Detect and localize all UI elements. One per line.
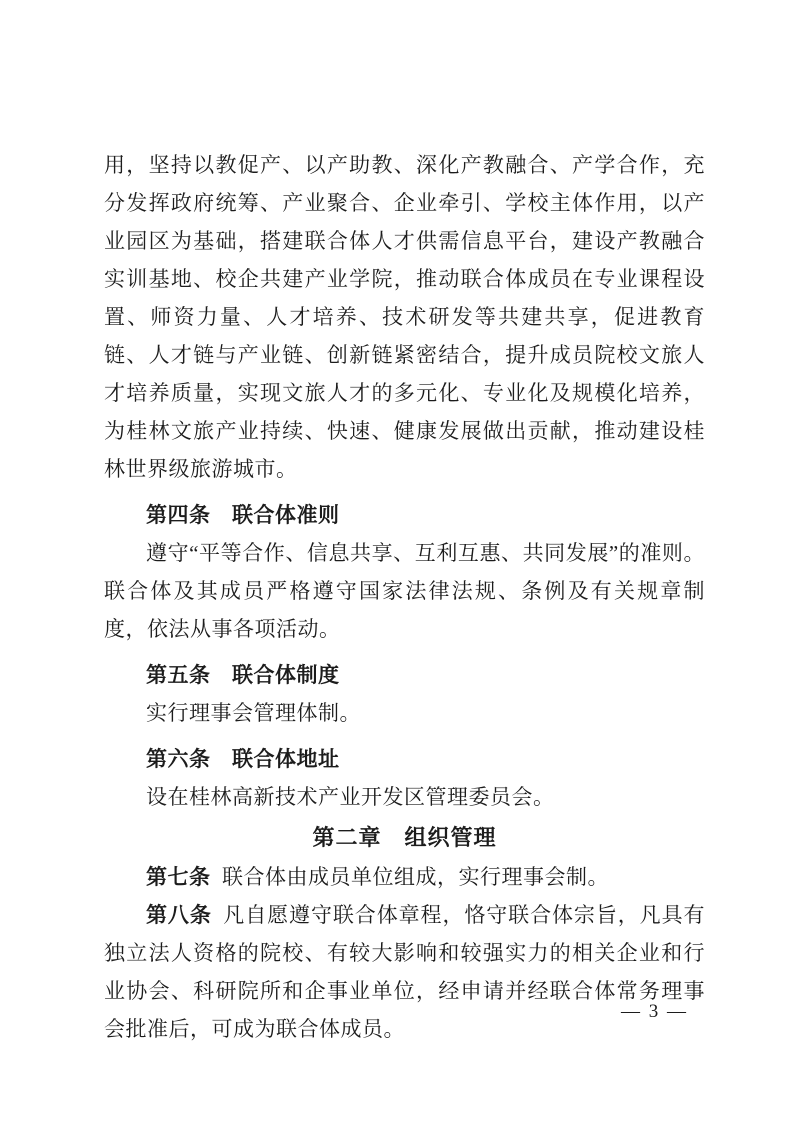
paragraph-article3-continuation: 用，坚持以教促产、以产助教、深化产教融合、产学合作，充分发挥政府统筹、产业聚合、企业牵引、学校主体作用，以产业园区为基础，搭建联合体人才供需信息平台，建设产教融合实训基地、校企共建产业学院，推动联合体成员在专业课程设置、师资力量、人才培养、技术研发等共建共享，促进教育链、人才链与产业链、创新链紧密结合，提升成员院校文旅人才培养质量，实现文旅人才的多元化、专业化及规模化培养，为桂林文旅产业持续、快速、健康发展做出贡献，推动建设桂林世界级旅游城市。 — [104, 153, 705, 481]
heading-article-4: 第四条 联合体准则 — [146, 503, 340, 527]
article-7-text: 联合体由成员单位组成，实行理事会制。 — [222, 865, 610, 889]
article-8-number: 第八条 — [146, 903, 212, 927]
paragraph-article-4: 遵守“平等合作、信息共享、互利互惠、共同发展”的准则。联合体及其成员严格遵守国家法律法规、条例及有关规章制度，依法从事各项活动。 — [104, 541, 705, 641]
paragraph-article-8 — [104, 896, 705, 1048]
heading-article-5: 第五条 联合体制度 — [146, 663, 340, 687]
heading-article-6: 第六条 联合体地址 — [146, 747, 340, 771]
heading-chapter-2: 第二章 组织管理 — [312, 825, 497, 850]
document-body — [104, 146, 705, 1048]
article-7-number: 第七条 — [146, 865, 211, 889]
page-number: — 3 — — [621, 1001, 688, 1022]
paragraph-article-5: 实行理事会管理体制。 — [146, 701, 361, 725]
article-8-text: 凡自愿遵守联合体章程，恪守联合体宗旨，凡具有独立法人资格的院校、有较大影响和较强实力的相关企业和行业协会、科研院所和企事业单位，经申请并经联合体常务理事会批准后，可成为联合体成员。 — [104, 903, 706, 1041]
paragraph-article-6: 设在桂林高新技术产业开发区管理委员会。 — [146, 785, 555, 809]
paragraph-article-7 — [104, 858, 705, 896]
